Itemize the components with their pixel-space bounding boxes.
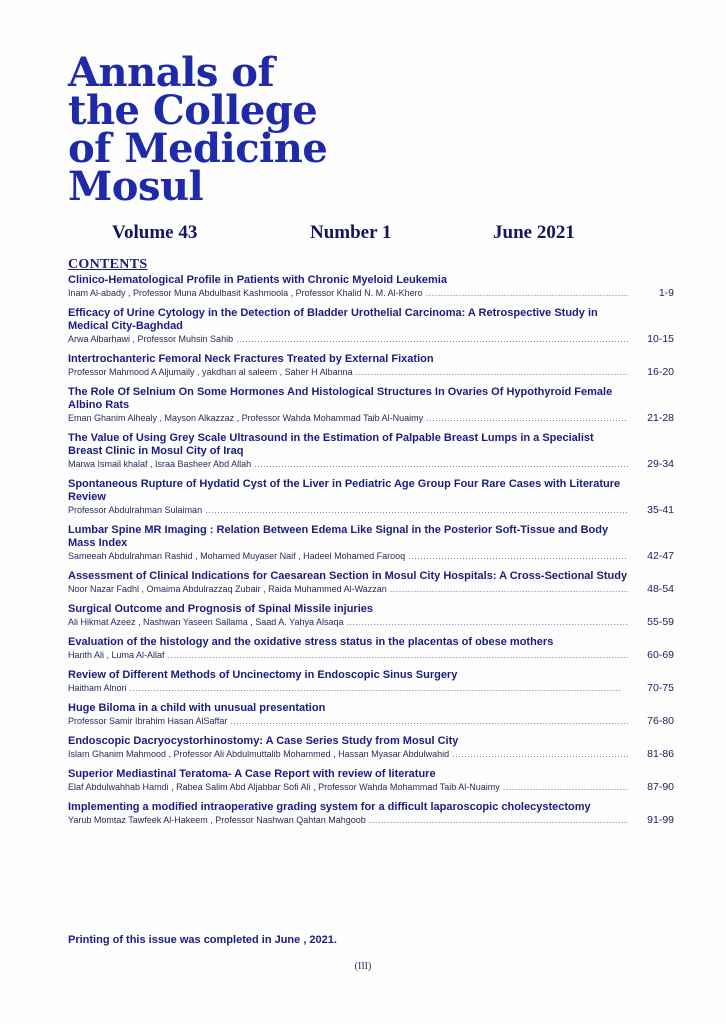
journal-title-line: the College (68, 87, 318, 134)
article-title: Intertrochanteric Femoral Neck Fractures Treated by External Fixation (68, 353, 434, 365)
article-authors: Harith Ali , Luma Al-Allaf ..... (68, 649, 628, 661)
toc-entry (68, 735, 674, 760)
article-title: Lumbar Spine MR Imaging : Relation Between Edema Like Signal in the Posterior Soft-Tissue and Body Mass Index (68, 524, 609, 549)
article-authors: Yarub Momtaz Tawfeek Al-Hakeem , Professor Nashwan Qahtan Mahgoob ..... (68, 814, 628, 826)
article-title: Huge Biloma in a child with unusual presentation (68, 702, 326, 714)
journal-title-line: Mosul (68, 163, 204, 210)
article-authors: Elaf Abdulwahhab Hamdi , Rabea Salim Abd Aljabbar Sofi Ali , Professor Wahda Mohammad Taib Al-Nuaimy ..... (68, 781, 628, 793)
article-title: Endoscopic Dacryocystorhinostomy: A Case Series Study from Mosul City (68, 735, 459, 747)
page-number: (III) (354, 961, 372, 972)
table-of-contents (68, 274, 674, 834)
article-authors: Inam Al-abady , Professor Muna Abdulbasit Kashmoola , Professor Khalid N. M. Al-Khero ..... (68, 287, 628, 299)
article-pages: 81-86 (647, 748, 674, 760)
article-pages: 16-20 (647, 366, 674, 378)
toc-entry (68, 636, 674, 661)
article-title: Superior Mediastinal Teratoma- A Case Report with review of literature (68, 768, 436, 780)
toc-entry (68, 432, 674, 470)
date-label: June 2021 (493, 222, 575, 243)
toc-entry (68, 768, 674, 793)
toc-entry (68, 478, 674, 516)
journal-title-line: Annals of (68, 49, 275, 96)
article-pages: 87-90 (647, 781, 674, 793)
journal-title (68, 49, 328, 210)
article-title: Implementing a modified intraoperative grading system for a difficult laparoscopic cholecystectomy (68, 801, 591, 813)
toc-entry (68, 524, 674, 562)
article-pages: 21-28 (647, 412, 674, 424)
journal-title-line: of Medicine (68, 125, 328, 172)
contents-heading: CONTENTS (68, 257, 148, 272)
article-authors: Noor Nazar Fadhl , Omaima Abdulrazzaq Zubair , Raida Muhammed Al-Wazzan ..... (68, 583, 628, 595)
toc-entry (68, 386, 674, 424)
article-pages: 91-99 (647, 814, 674, 826)
article-pages: 48-54 (647, 583, 674, 595)
toc-entry (68, 603, 674, 628)
article-title: Surgical Outcome and Prognosis of Spinal Missile injuries (68, 603, 374, 615)
article-pages: 76-80 (647, 715, 674, 727)
article-title: Spontaneous Rupture of Hydatid Cyst of the Liver in Pediatric Age Group Four Rare Cases with Literature Review (68, 478, 621, 503)
toc-entry (68, 307, 674, 345)
toc-entry (68, 274, 674, 299)
article-title: The Role Of Selnium On Some Hormones And Histological Structures In Ovaries Of Hypothyroid Female Albino Rats (68, 386, 613, 411)
article-pages: 35-41 (647, 504, 674, 516)
article-authors: Arwa Albarhawi , Professor Muhsin Sahib ..... (68, 333, 628, 345)
article-authors: Ali Hikmat Azeez , Nashwan Yaseen Sallama , Saad A. Yahya Alsaqa ..... (68, 616, 628, 628)
printing-note: Printing of this issue was completed in June , 2021. (68, 934, 337, 946)
article-authors: Eman Ghanim Alhealy , Mayson Alkazzaz , Professor Wahda Mohammad Taib Al-Nuaimy ..... (68, 412, 628, 424)
article-pages: 29-34 (647, 458, 674, 470)
article-title: Evaluation of the histology and the oxidative stress status in the placentas of obese mothers (68, 636, 554, 648)
issue-info (0, 222, 726, 246)
number-label: Number 1 (310, 222, 392, 243)
article-authors: Haitham Alnori ..... (68, 682, 628, 694)
article-pages: 55-59 (647, 616, 674, 628)
article-pages: 60-69 (647, 649, 674, 661)
article-authors: Sameeah Abdulrahman Rashid , Mohamed Muyaser Naif , Hadeel Mohamed Farooq ..... (68, 550, 628, 562)
article-pages: 1-9 (658, 287, 674, 299)
article-pages: 10-15 (647, 333, 674, 345)
article-title: Clinico-Hematological Profile in Patients with Chronic Myeloid Leukemia (68, 274, 447, 286)
toc-entry (68, 353, 674, 378)
toc-entry (68, 801, 674, 826)
volume-label: Volume 43 (112, 222, 198, 243)
article-authors: Marwa Ismail khalaf , Israa Basheer Abd Allah ..... (68, 458, 628, 470)
article-authors: Professor Samir Ibrahim Hasan AlSaffar ..... (68, 715, 628, 727)
toc-entry (68, 702, 674, 727)
toc-entry (68, 669, 674, 694)
article-pages: 70-75 (647, 682, 674, 694)
article-authors: Professor Mahmood A Aljumaily , yakdhan al saleem , Saher H Albanna ..... (68, 366, 628, 378)
article-title: Review of Different Methods of Uncinectomy in Endoscopic Sinus Surgery (68, 669, 458, 681)
article-authors: Professor Abdulrahman Sulaiman ..... (68, 504, 628, 516)
article-title: Assessment of Clinical Indications for Caesarean Section in Mosul City Hospitals: A Cross-Sectional Study (68, 570, 628, 582)
article-pages: 42-47 (647, 550, 674, 562)
article-authors: Islam Ghanim Mahmood , Professor Ali Abdulmuttalib Mohammed , Hassan Myasar Abdulwahid ..... (68, 748, 628, 760)
article-title: Efficacy of Urine Cytology in the Detection of Bladder Urothelial Carcinoma: A Retrospective Study in Medical City-Baghdad (68, 307, 598, 332)
article-title: The Value of Using Grey Scale Ultrasound in the Estimation of Palpable Breast Lumps in a Specialist Breast Clinic in Mosul City of Iraq (68, 432, 594, 457)
toc-entry (68, 570, 674, 595)
